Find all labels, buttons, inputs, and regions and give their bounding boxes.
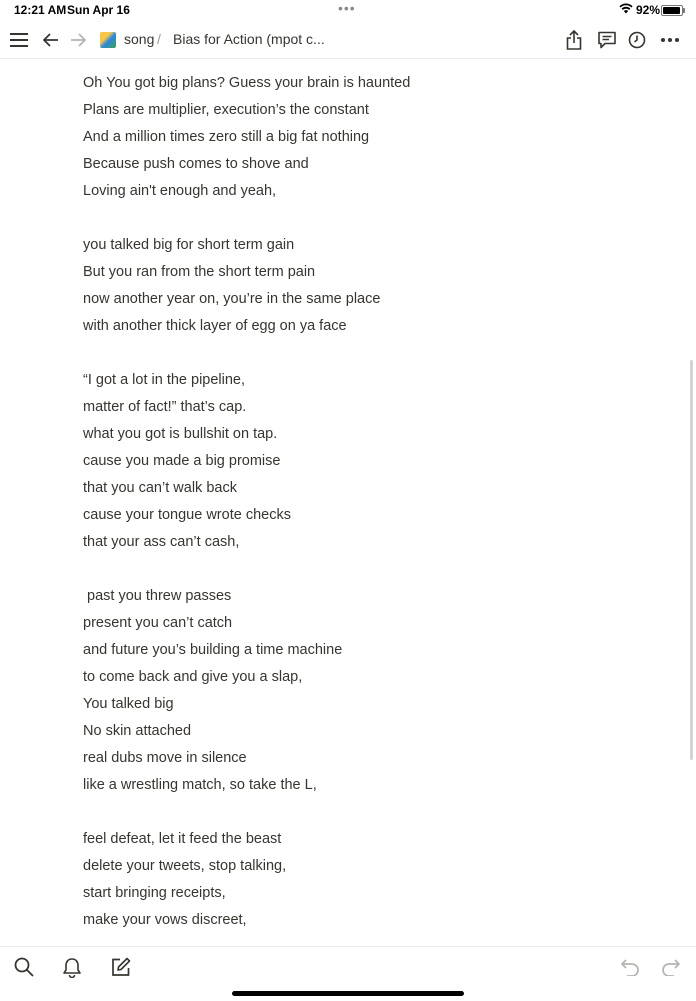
stanza-block [83, 70, 643, 205]
breadcrumb-current[interactable]: Bias for Action (mpot c... [173, 31, 325, 47]
battery-fill [663, 7, 680, 14]
breadcrumb-separator: / [157, 31, 161, 47]
forward-arrow-icon[interactable] [67, 29, 89, 51]
stanza-block [83, 232, 643, 340]
page-emoji-icon [100, 32, 116, 48]
undo-icon[interactable] [618, 955, 642, 979]
text-line[interactable]: matter of fact!” that’s cap. [83, 399, 247, 415]
text-line[interactable]: Loving ain't enough and yeah, [83, 183, 277, 199]
text-line[interactable]: to come back and give you a slap, [83, 669, 303, 685]
share-icon[interactable] [563, 29, 585, 51]
text-line[interactable]: with another thick layer of egg on ya face [83, 318, 347, 334]
text-line[interactable]: “I got a lot in the pipeline, [83, 372, 246, 388]
back-arrow-icon[interactable] [40, 29, 62, 51]
text-line[interactable]: that your ass can’t cash, [83, 534, 240, 550]
text-line[interactable]: what you got is bullshit on tap. [83, 426, 278, 442]
text-line[interactable]: feel defeat, let it feed the beast [83, 831, 282, 847]
text-line[interactable]: But you ran from the short term pain [83, 264, 316, 280]
multitasking-dots-icon[interactable]: ••• [338, 0, 356, 16]
document-body[interactable] [83, 70, 643, 961]
home-indicator[interactable] [232, 991, 464, 996]
scrollbar[interactable] [690, 360, 693, 760]
text-line[interactable]: start bringing receipts, [83, 885, 226, 901]
status-date: Sun Apr 16 [67, 3, 130, 17]
text-line[interactable]: Because push comes to shove and [83, 156, 309, 172]
battery-percent: 92% [636, 3, 661, 17]
redo-icon[interactable] [659, 955, 683, 979]
text-line[interactable]: now another year on, you’re in the same place [83, 291, 381, 307]
bottom-toolbar [0, 946, 696, 1001]
text-line[interactable]: delete your tweets, stop talking, [83, 858, 287, 874]
wifi-icon [619, 3, 633, 17]
text-line[interactable]: cause you made a big promise [83, 453, 281, 469]
text-line[interactable]: real dubs move in silence [83, 750, 247, 766]
comments-icon[interactable] [596, 29, 618, 51]
history-clock-icon[interactable] [626, 29, 648, 51]
text-line[interactable]: Oh You got big plans? Guess your brain is haunted [83, 75, 411, 91]
status-time: 12:21 AM [14, 3, 67, 17]
stanza-block [83, 826, 643, 934]
text-line[interactable]: past you threw passes [83, 588, 232, 604]
status-bar [0, 0, 696, 22]
more-options-icon[interactable] [659, 29, 681, 51]
text-line[interactable]: No skin attached [83, 723, 192, 739]
text-line[interactable]: you talked big for short term gain [83, 237, 295, 253]
stanza-block [83, 367, 643, 556]
text-line[interactable]: present you can’t catch [83, 615, 233, 631]
text-line[interactable]: Plans are multiplier, execution’s the constant [83, 102, 369, 118]
hamburger-menu-icon[interactable] [8, 29, 30, 51]
battery-icon [661, 5, 683, 16]
breadcrumb-parent[interactable]: song [124, 31, 155, 47]
notifications-bell-icon[interactable] [60, 955, 84, 979]
new-page-compose-icon[interactable] [109, 955, 133, 979]
top-navigation-bar [0, 22, 696, 59]
text-line[interactable]: You talked big [83, 696, 174, 712]
text-line[interactable]: and future you’s building a time machine [83, 642, 343, 658]
text-line[interactable]: that you can’t walk back [83, 480, 237, 496]
stanza-block [83, 583, 643, 799]
text-line[interactable]: make your vows discreet, [83, 912, 247, 928]
text-line[interactable]: And a million times zero still a big fat nothing [83, 129, 370, 145]
search-icon[interactable] [12, 955, 36, 979]
text-line[interactable]: cause your tongue wrote checks [83, 507, 291, 523]
text-line[interactable]: like a wrestling match, so take the L, [83, 777, 317, 793]
